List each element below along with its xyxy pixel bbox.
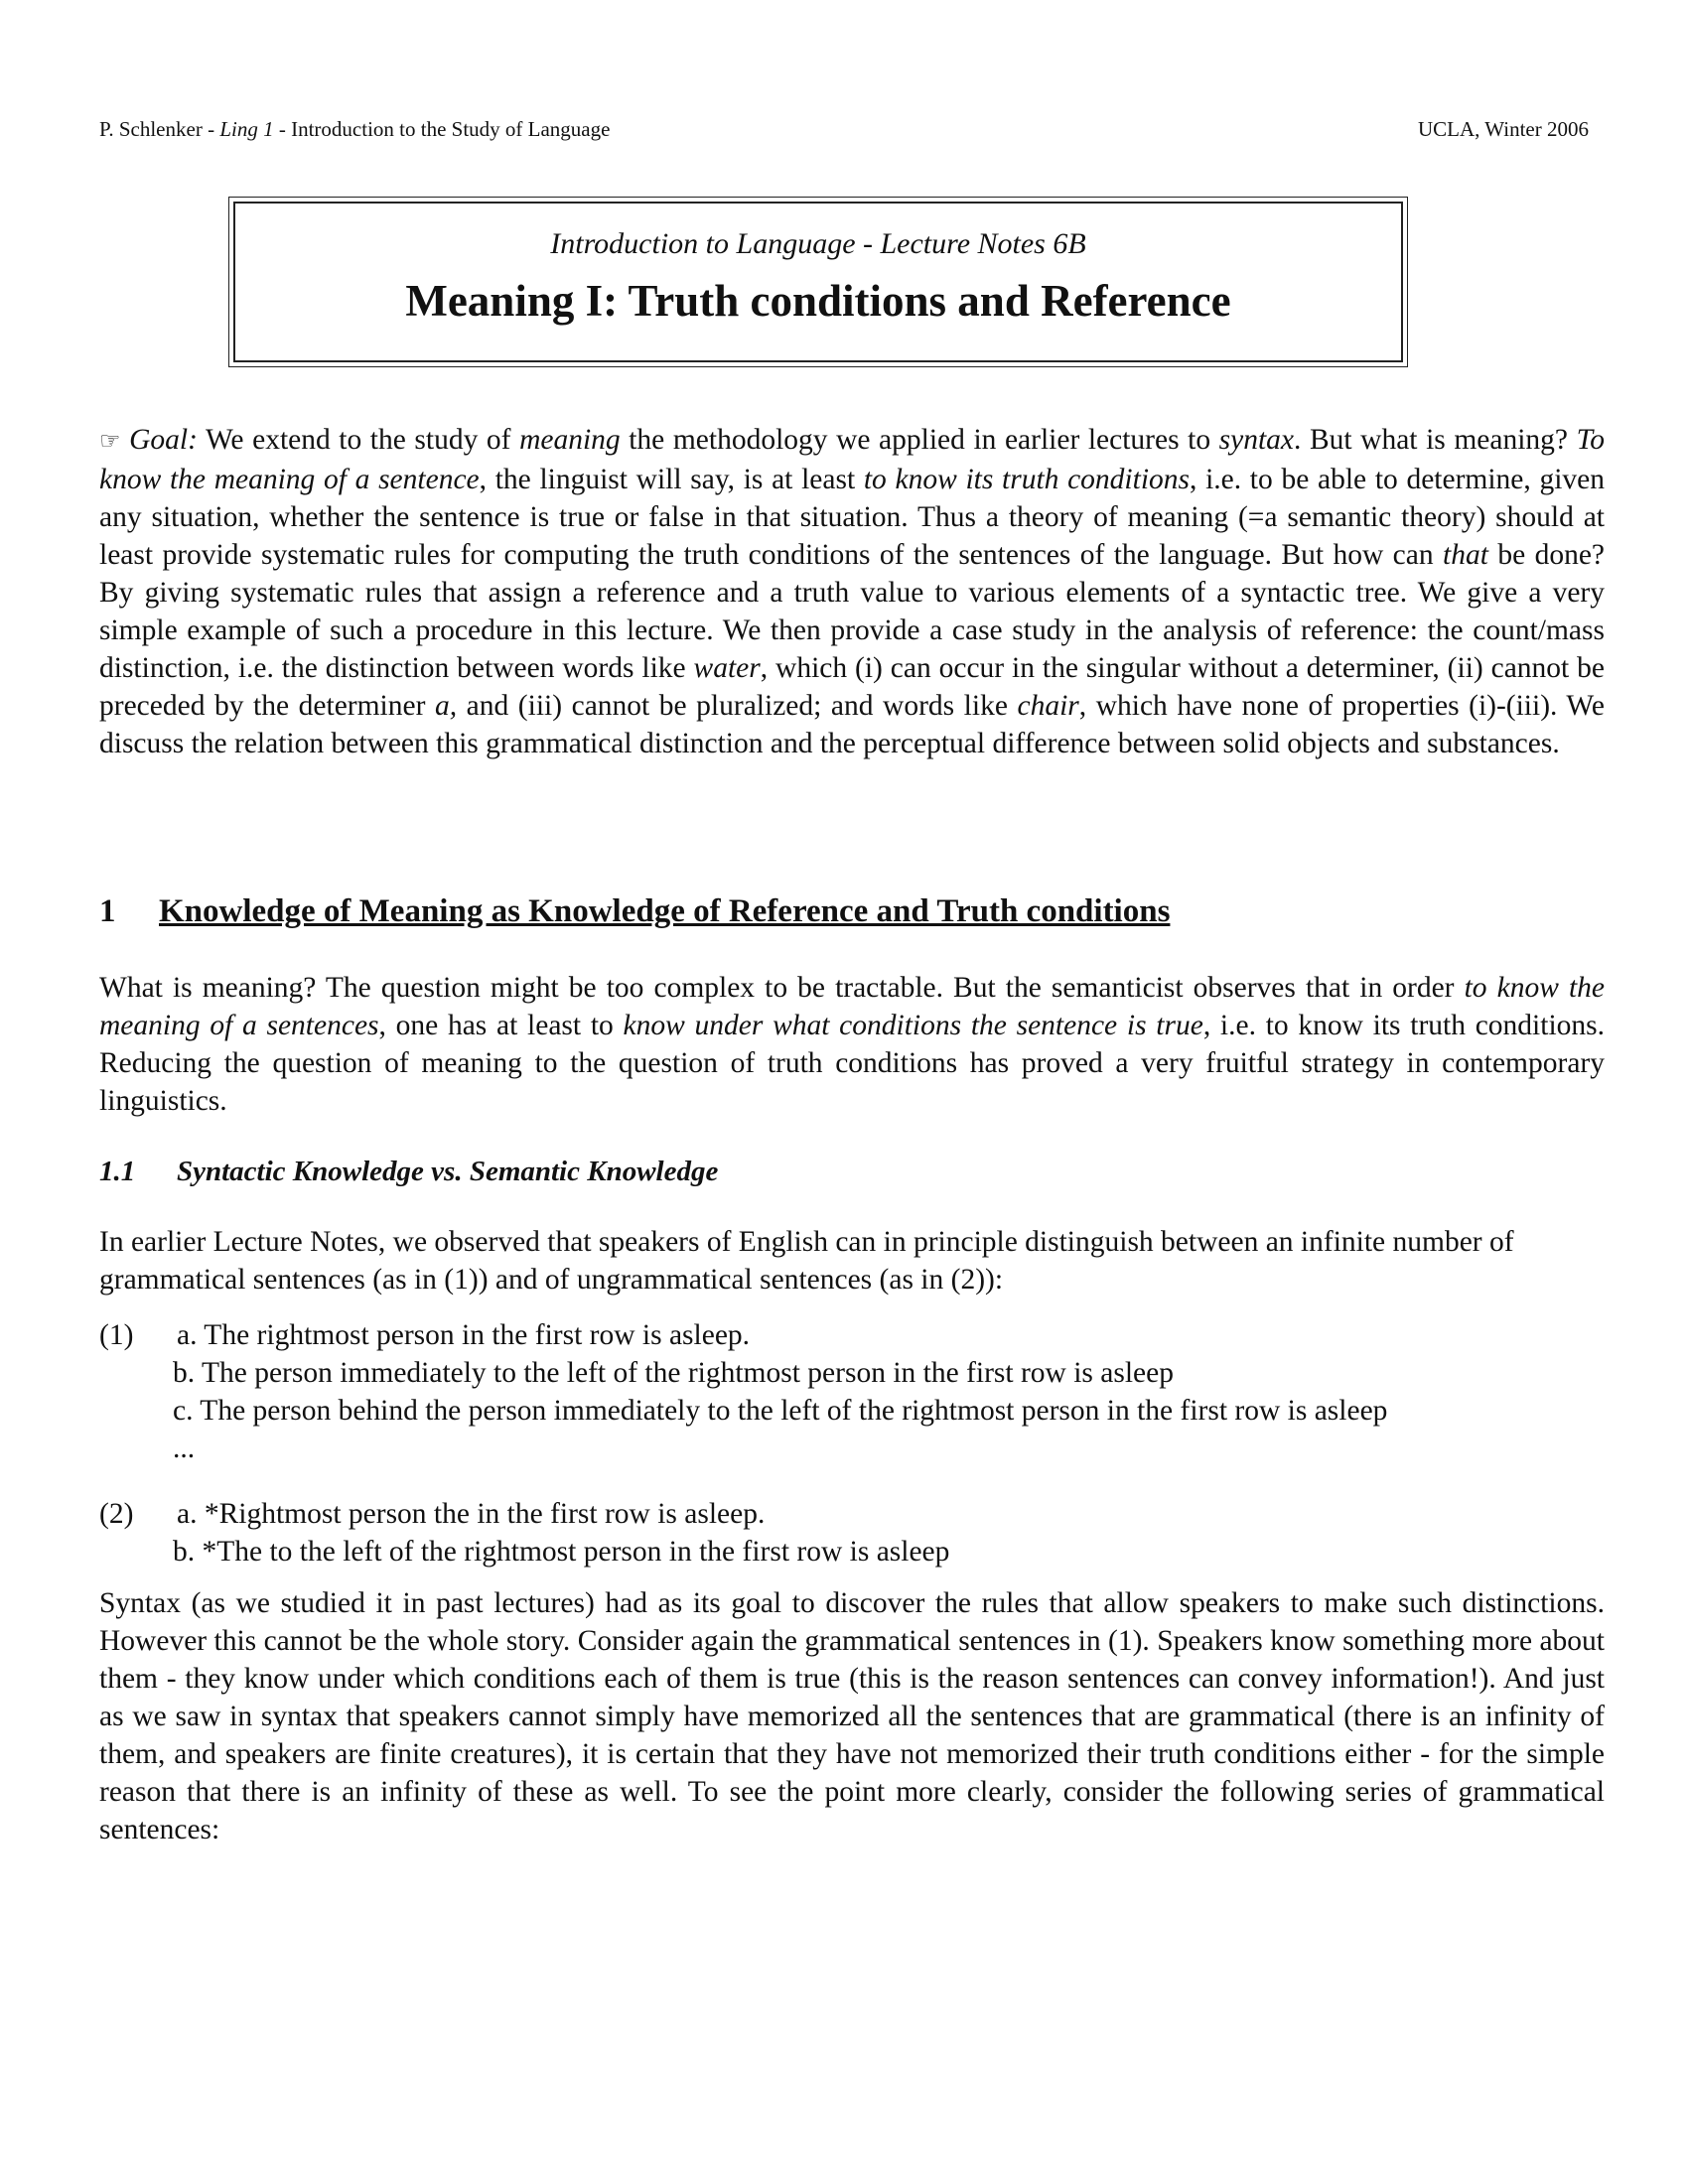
example-item: b. *The to the left of the rightmost person in the first row is asleep (173, 1536, 950, 1568)
goal-emphasis: chair (1017, 690, 1079, 722)
goal-text: , the linguist will say, is at least (479, 464, 864, 495)
goal-emphasis: syntax (1218, 424, 1295, 456)
header-author: P. Schlenker - (99, 117, 220, 141)
goal-emphasis: To know the meaning of a sentence (99, 424, 1606, 495)
subsection-title: Syntactic Knowledge vs. Semantic Knowledge (177, 1156, 719, 1187)
section-1-paragraph (99, 969, 1605, 1120)
body-text: , one has at least to (378, 1010, 624, 1041)
goal-emphasis: a, (434, 690, 458, 722)
goal-label: Goal: (129, 424, 198, 456)
page-header (99, 117, 1589, 149)
header-course-title: - Introduction to the Study of Language (273, 117, 611, 141)
example-item: b. The person immediately to the left of the rightmost person in the first row is asleep (173, 1357, 1174, 1389)
title-box-inner (233, 202, 1403, 362)
goal-emphasis: water (693, 652, 761, 684)
header-course: Ling 1 (219, 117, 274, 141)
goal-emphasis: that (1443, 539, 1488, 571)
goal-emphasis: meaning (519, 424, 621, 456)
subsection-number: 1.1 (99, 1156, 136, 1187)
syntax-paragraph: Syntax (as we studied it in past lectures) had as its goal to discover the rules that allow speakers to make such distinctions. However this cannot be the whole story. Consider again the grammatical sentences in (1). Speakers know something more about them - they know under which conditions each of them is true (this is the reason sentences can convey information!). And just as we saw in syntax that speakers cannot simply have memorized all the sentences that are grammatical (there is an infinity of them, and speakers are finite creatures), it is certain that they have not memorized their truth conditions either - for the simple reason that there is an infinity of these as well. To see the point more clearly, consider the following series of grammatical sentences: (99, 1587, 1605, 1845)
goal-text: the methodology we applied in earlier lectures to (620, 424, 1219, 456)
title-box (228, 197, 1408, 367)
section-title: Knowledge of Meaning as Knowledge of Reference and Truth conditions (159, 893, 1171, 929)
example-label: (2) (99, 1498, 134, 1530)
goal-text: , i.e. to be able to determine, given any situation, whether the sentence is true or false in that situation. Thus a theory of meaning (=a semantic theory) should at least provide systematic rules for computing the truth conditions of the sentences of the language. But how can (99, 464, 1606, 571)
body-text: What is meaning? The question might be too complex to be tractable. But the semanticist observes that in order (99, 972, 1465, 1004)
header-right: UCLA, Winter 2006 (1418, 117, 1589, 141)
goal-paragraph (99, 421, 1605, 762)
goal-text: . But what is meaning? (1294, 424, 1577, 456)
header-left (99, 117, 610, 149)
section-number: 1 (99, 893, 116, 929)
body-emphasis: to know the meaning of a sentences (99, 972, 1605, 1041)
example-item: a. The rightmost person in the first row is asleep. (177, 1319, 751, 1351)
subsection-intro-paragraph: In earlier Lecture Notes, we observed that speakers of English can in principle distinguish between an infinite number of grammatical sentences (as in (1)) and of ungrammatical sentences (as in (2)): (99, 1226, 1514, 1296)
example-2 (99, 1495, 1609, 1574)
example-ellipsis: ... (173, 1433, 196, 1464)
body-text: , i.e. to know its truth conditions. Reducing the question of meaning to the question of truth conditions has proved a very fruitful strategy in contemporary linguistics. (99, 1010, 1605, 1117)
goal-text: We extend to the study of (197, 424, 520, 456)
goal-text: , which have none of properties (i)-(iii). We discuss the relation between this grammatical distinction and the perceptual difference between solid objects and substances. (99, 690, 1605, 759)
subsection-1-1-heading (99, 1156, 718, 1188)
lecture-subtitle: Introduction to Language - Lecture Notes 6B (550, 227, 1086, 260)
example-label: (1) (99, 1319, 134, 1351)
pointing-hand-icon: ☞ (99, 429, 121, 455)
example-item: c. The person behind the person immediately to the left of the rightmost person in the first row is asleep (173, 1395, 1388, 1427)
section-1-heading (99, 893, 1170, 930)
body-emphasis: know under what conditions the sentence is true (623, 1010, 1203, 1041)
goal-emphasis: to know its truth conditions (863, 464, 1190, 495)
goal-text: , which (i) can occur in the singular without a determiner, (ii) cannot be preceded by the determiner (99, 652, 1606, 722)
lecture-title: Meaning I: Truth conditions and Reference (405, 276, 1231, 326)
example-item: a. *Rightmost person the in the first row is asleep. (177, 1498, 766, 1530)
goal-text: and (iii) cannot be pluralized; and words like (457, 690, 1018, 722)
goal-text: be done? By giving systematic rules that assign a reference and a truth value to various elements of a syntactic tree. We give a very simple example of such a procedure in this lecture. We then provide a case study in the analysis of reference: the count/mass distinction, i.e. the distinction between words like (99, 539, 1606, 684)
example-1 (99, 1316, 1609, 1475)
